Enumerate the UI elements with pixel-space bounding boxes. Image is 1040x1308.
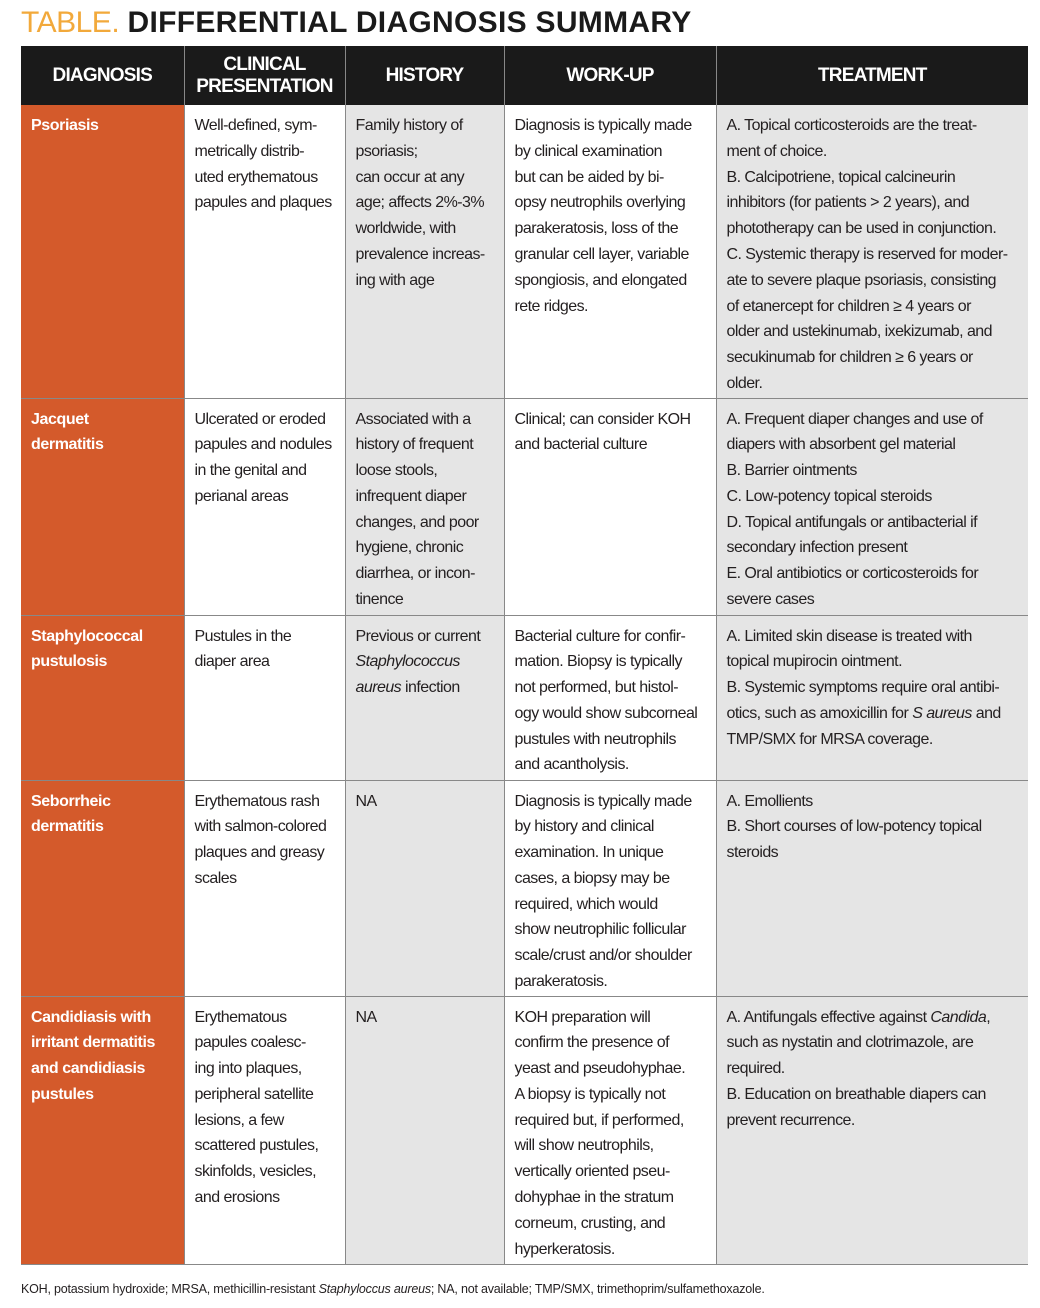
header-history: HISTORY <box>345 46 504 105</box>
cell-treatment: A. Emollients B. Short courses of low-potency topical steroids <box>716 780 1028 996</box>
cell-work-up: Clinical; can consider KOH and bacterial culture <box>504 398 716 615</box>
cell-work-up: KOH preparation will confirm the presence of yeast and pseudohyphae. A biopsy is typically not required but, if performed, will show neutrophils, vertically oriented pseu- dohyphae in the stratum corneum, crusting, and hyperkeratosis. <box>504 996 716 1264</box>
italic-term: Candida <box>930 1008 987 1026</box>
header-clinical-presentation: CLINICAL PRESENTATION <box>184 46 345 105</box>
cell-diagnosis: Seborrheic dermatitis <box>21 780 184 996</box>
italic-term: Staphylococcus <box>355 653 460 671</box>
header-diagnosis: DIAGNOSIS <box>21 46 184 105</box>
cell-history: NA <box>345 780 504 996</box>
table-row <box>21 398 1028 615</box>
cell-diagnosis: Candidiasis with irritant dermatitis and candidiasis pustules <box>21 996 184 1264</box>
cell-diagnosis: Jacquet dermatitis <box>21 398 184 615</box>
table-row <box>21 615 1028 780</box>
header-treatment: TREATMENT <box>716 46 1028 105</box>
cell-history: Family history of psoriasis; can occur at any age; affects 2%-3% worldwide, with prevalence increas- ing with age <box>345 105 504 398</box>
table-title <box>21 6 692 40</box>
cell-clinical-presentation: Ulcerated or eroded papules and nodules in the genital and perianal areas <box>184 398 345 615</box>
cell-treatment: A. Frequent diaper changes and use of diapers with absorbent gel material B. Barrier ointments C. Low-potency topical steroids D. Topical antifungals or antibacterial if secondary infection present E. Oral antibiotics or corticosteroids for severe cases <box>716 398 1028 615</box>
italic-term: S aureus <box>912 704 972 722</box>
cell-work-up: Diagnosis is typically made by history and clinical examination. In unique cases, a biopsy may be required, which would show neutrophilic follicular scale/crust and/or shoulder parakeratosis. <box>504 780 716 996</box>
header-work-up: WORK-UP <box>504 46 716 105</box>
cell-diagnosis: Psoriasis <box>21 105 184 398</box>
cell-history: NA <box>345 996 504 1264</box>
header-row <box>21 46 1028 105</box>
cell-work-up: Bacterial culture for confir- mation. Biopsy is typically not performed, but histol- ogy would show subcorneal pustules with neutrophils and acantholysis. <box>504 615 716 780</box>
differential-diagnosis-table <box>21 46 1028 1265</box>
cell-history: Previous or current Staphylococcus aureus infection <box>345 615 504 780</box>
table-heading: DIFFERENTIAL DIAGNOSIS SUMMARY <box>127 6 692 39</box>
cell-treatment: A. Antifungals effective against Candida, such as nystatin and clotrimazole, are required. B. Education on breathable diapers can prevent recurrence. <box>716 996 1028 1264</box>
cell-clinical-presentation: Pustules in the diaper area <box>184 615 345 780</box>
table-row <box>21 105 1028 398</box>
cell-clinical-presentation: Erythematous papules coalesc- ing into plaques, peripheral satellite lesions, a few scattered pustules, skinfolds, vesicles, and erosions <box>184 996 345 1264</box>
cell-history: Associated with a history of frequent loose stools, infrequent diaper changes, and poor hygiene, chronic diarrhea, or incon- tinence <box>345 398 504 615</box>
cell-diagnosis: Staphylococcal pustulosis <box>21 615 184 780</box>
table-row <box>21 996 1028 1264</box>
cell-work-up: Diagnosis is typically made by clinical examination but can be aided by bi- opsy neutrophils overlying parakeratosis, loss of the granular cell layer, variable spongiosis, and elongated rete ridges. <box>504 105 716 398</box>
cell-treatment: A. Topical corticosteroids are the treat- ment of choice. B. Calcipotriene, topical calcineurin inhibitors (for patients > 2 years), and phototherapy can be used in conjunction. C. Systemic therapy is reserved for moder- ate to severe plaque psoriasis, consisting of etanercept for children ≥ 4 years or older and ustekinumab, ixekizumab, and secukinumab for children ≥ 6 years or older. <box>716 105 1028 398</box>
cell-treatment: A. Limited skin disease is treated with topical mupirocin ointment. B. Systemic symptoms require oral antibi- otics, such as amoxicillin for S aureus and TMP/SMX for MRSA coverage. <box>716 615 1028 780</box>
cell-clinical-presentation: Well-defined, sym- metrically distrib- uted erythematous papules and plaques <box>184 105 345 398</box>
italic-term: Staphyloccus aureus <box>318 1282 431 1296</box>
table-label: TABLE. <box>21 6 120 39</box>
table-row <box>21 780 1028 996</box>
italic-term: aureus <box>355 679 402 697</box>
cell-clinical-presentation: Erythematous rash with salmon-colored plaques and greasy scales <box>184 780 345 996</box>
footnote: KOH, potassium hydroxide; MRSA, methicillin-resistant Staphyloccus aureus; NA, not available; TMP/SMX, trimethoprim/sulfamethoxazole. <box>21 1282 765 1296</box>
